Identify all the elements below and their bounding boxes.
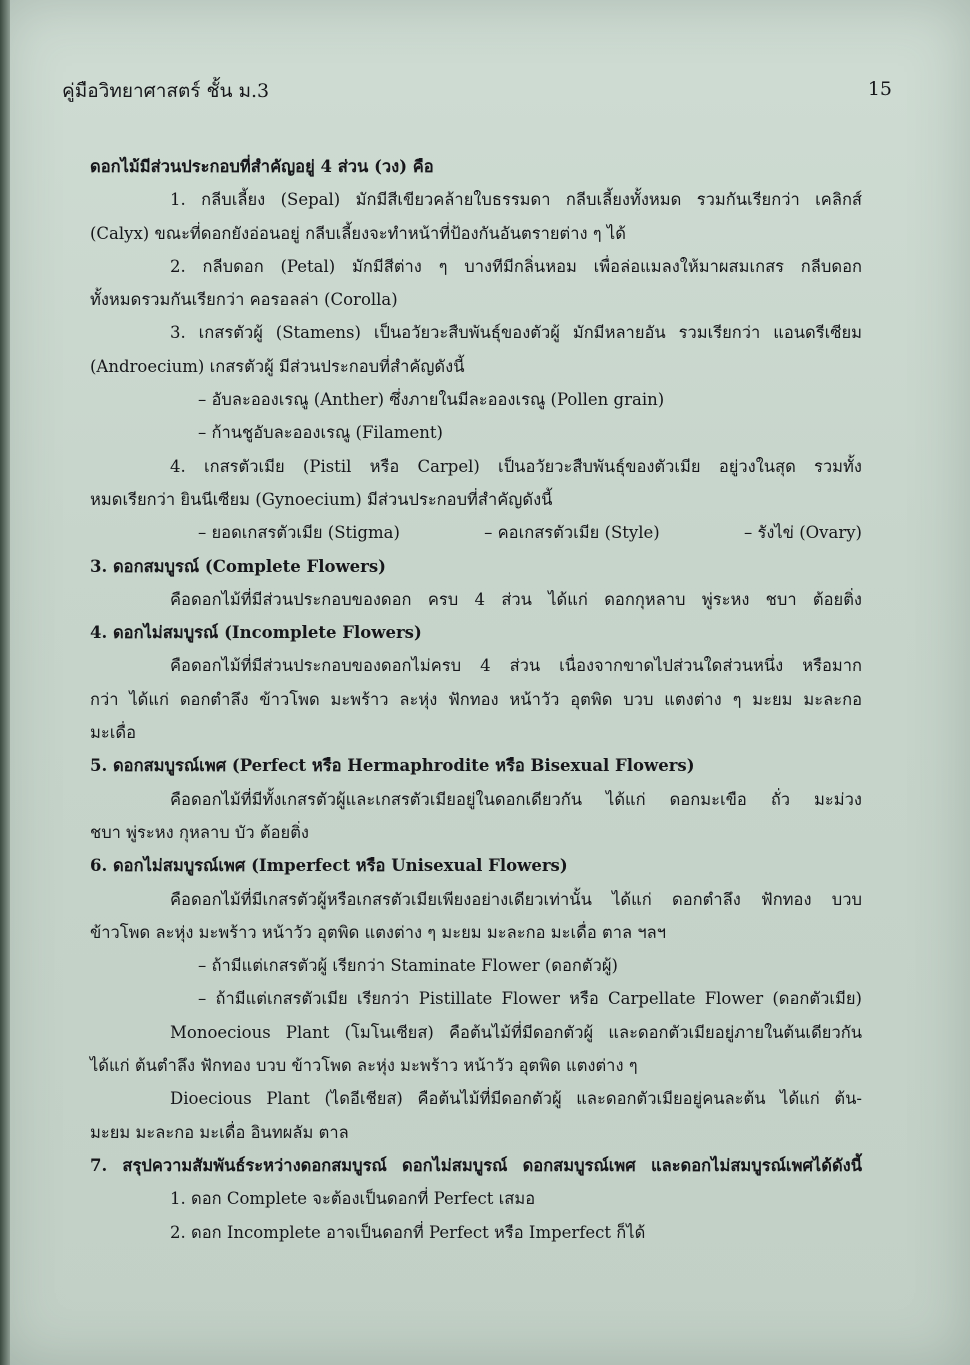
section-heading: 3. ดอกสมบูรณ์ (Complete Flowers) [90,556,386,576]
numbered-item: 2. ดอก Incomplete อาจเป็นดอกที่ Perfect หรือ Imperfect ก็ได้ [170,1222,646,1242]
text-line: (Androecium) เกสรตัวผู้ มีส่วนประกอบที่สำคัญดังนี้ [90,356,465,376]
bullet-item: – ถ้ามีแต่เกสรตัวเมีย เรียกว่า Pistillate Flower หรือ Carpellate Flower (ดอกตัวเมีย) [198,989,862,1009]
text-line: คือดอกไม้ที่มีส่วนประกอบของดอก ครบ 4 ส่วน ได้แก่ ดอกกุหลาบ พู่ระหง ชบา ต้อยติ่ง [170,589,862,609]
text-line: 1. กลีบเลี้ยง (Sepal) มักมีสีเขียวคล้ายใบธรรมดา กลีบเลี้ยงทั้งหมด รวมกันเรียกว่า เคลิกส์ [170,190,862,210]
text-line: 3. เกสรตัวผู้ (Stamens) เป็นอวัยวะสืบพันธุ์ของตัวผู้ มักมีหลายอัน รวมเรียกว่า แอนดรีเซียม [170,323,862,343]
text-line: คือดอกไม้ที่มีส่วนประกอบของดอกไม่ครบ 4 ส่วน เนื่องจากขาดไปส่วนใดส่วนหนึ่ง หรือมาก [170,656,862,676]
section-heading: 7. สรุปความสัมพันธ์ระหว่างดอกสมบูรณ์ ดอกไม่สมบูรณ์ ดอกสมบูรณ์เพศ และดอกไม่สมบูรณ์เพศได้ดังนี้ [90,1155,862,1175]
section-heading: 5. ดอกสมบูรณ์เพศ (Perfect หรือ Hermaphrodite หรือ Bisexual Flowers) [90,756,695,776]
text-line: คือดอกไม้ที่มีเกสรตัวผู้หรือเกสรตัวเมียเพียงอย่างเดียวเท่านั้น ได้แก่ ดอกตำลึง ฟักทอง บวบ [170,889,862,909]
bullet-item: – คอเกสรตัวเมีย (Style) [484,523,660,543]
text-line: คือดอกไม้ที่มีทั้งเกสรตัวผู้และเกสรตัวเมียอยู่ในดอกเดียวกัน ได้แก่ ดอกมะเขือ ถั่ว มะม่วง [170,789,862,809]
text-line: 2. กลีบดอก (Petal) มักมีสีต่าง ๆ บางทีมีกลิ่นหอม เพื่อล่อแมลงให้มาผสมเกสร กลีบดอก [170,256,862,276]
running-header-title: คู่มือวิทยาศาสตร์ ชั้น ม.3 [62,80,270,102]
bullet-item: – อับละอองเรณู (Anther) ซึ่งภายในมีละอองเรณู (Pollen grain) [198,390,665,410]
text-line: 4. เกสรตัวเมีย (Pistil หรือ Carpel) เป็นอวัยวะสืบพันธุ์ของตัวเมีย อยู่วงในสุด รวมทั้ง [170,456,862,476]
text-line: (Calyx) ขณะที่ดอกยังอ่อนอยู่ กลีบเลี้ยงจะทำหน้าที่ป้องกันอันตรายต่าง ๆ ได้ [90,223,626,243]
text-line: ข้าวโพด ละหุ่ง มะพร้าว หน้าวัว อุตพิด แตงต่าง ๆ มะยม มะละกอ มะเดื่อ ตาล ฯลฯ [90,922,666,942]
bullet-item: – รังไข่ (Ovary) [743,523,862,543]
section-heading: 6. ดอกไม่สมบูรณ์เพศ (Imperfect หรือ Unisexual Flowers) [90,856,568,876]
text-line: Monoecious Plant (โมโนเซียส) คือต้นไม้ที่มีดอกตัวผู้ และดอกตัวเมียอยู่ภายในต้นเดียวกัน [170,1022,862,1042]
text-line: มะยม มะละกอ มะเดื่อ อินทผลัม ตาล [90,1122,349,1142]
text-line: Dioecious Plant (ไดอีเชียส) คือต้นไม้ที่มีดอกตัวผู้ และดอกตัวเมียอยู่คนละต้น ได้แก่ ต้น- [170,1089,862,1109]
text-line: ทั้งหมดรวมกันเรียกว่า คอรอลล่า (Corolla) [90,290,398,310]
section-heading: 4. ดอกไม่สมบูรณ์ (Incomplete Flowers) [90,623,422,643]
text-line: ชบา พู่ระหง กุหลาบ บัว ต้อยติ่ง [90,822,309,842]
text-line: มะเดื่อ [90,723,137,743]
page-number: 15 [867,78,892,100]
text-line: กว่า ได้แก่ ดอกตำลึง ข้าวโพด มะพร้าว ละหุ่ง ฟักทอง หน้าวัว อุตพิด บวบ แตงต่าง ๆ มะยม มะละกอ [90,689,862,709]
numbered-item: 1. ดอก Complete จะต้องเป็นดอกที่ Perfect เสมอ [170,1189,536,1209]
text-line: ได้แก่ ต้นตำลึง ฟักทอง บวบ ข้าวโพด ละหุ่ง มะพร้าว หน้าวัว อุตพิด แตงต่าง ๆ [90,1056,638,1076]
page-spine-edge [0,0,10,1365]
bullet-item: – ถ้ามีแต่เกสรตัวผู้ เรียกว่า Staminate Flower (ดอกตัวผู้) [198,956,618,976]
section-intro-heading: ดอกไม้มีส่วนประกอบที่สำคัญอยู่ 4 ส่วน (วง) คือ [90,157,434,176]
page-body [90,150,862,1249]
bullet-item: – ก้านชูอับละอองเรณู (Filament) [198,423,443,443]
pistil-parts-row [90,516,862,549]
bullet-item: – ยอดเกสรตัวเมีย (Stigma) [198,523,400,543]
text-line: หมดเรียกว่า ยินนีเซียม (Gynoecium) มีส่วนประกอบที่สำคัญดังนี้ [90,489,553,509]
